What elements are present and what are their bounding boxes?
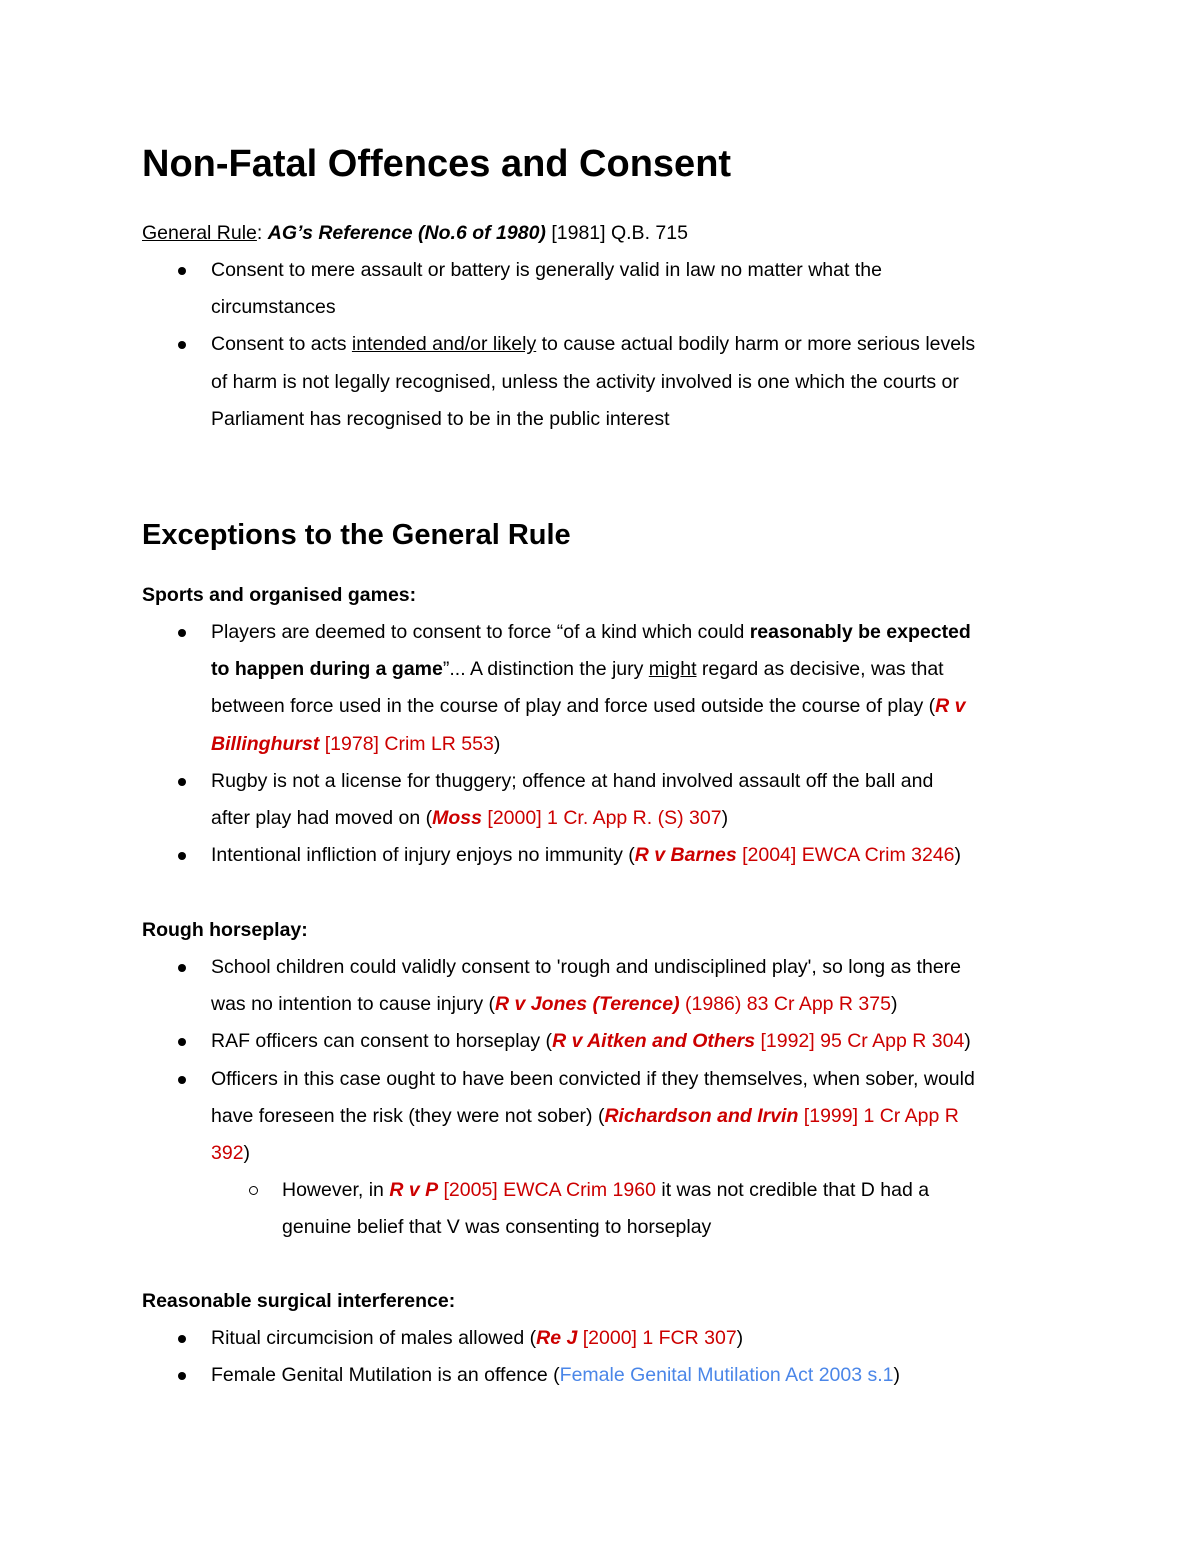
case-name: R v P <box>389 1179 439 1202</box>
list-item: Ritual circumcision of males allowed (Re J [2000] 1 FCR 307) <box>0 1320 1071 1357</box>
list-item: Consent to acts intended and/or likely to cause actual bodily harm or more serious levels of harm is not legally recognised, unless the activity involved is one which the courts or Parliament has recognised to be in the public interest <box>0 326 1071 438</box>
list-item: Female Genital Mutilation is an offence (Female Genital Mutilation Act 2003 s.1) <box>0 1357 1071 1394</box>
bullet-icon <box>178 1076 186 1084</box>
list-item: Intentional infliction of injury enjoys no immunity (R v Barnes [2004] EWCA Crim 3246) <box>0 837 1071 874</box>
general-rule-label: General Rule <box>142 222 257 244</box>
bullet-icon <box>178 1372 186 1380</box>
case-name: R v Barnes <box>634 844 737 867</box>
list-item: Rugby is not a license for thuggery; offence at hand involved assault off the ball and after play had moved on (Moss [2000] 1 Cr. App R. (S) 307) <box>0 763 1071 837</box>
case-citation: (1986) 83 Cr App R 375 <box>679 993 891 1016</box>
sports-list <box>0 614 1071 874</box>
general-rule-case: AG’s Reference (No.6 of 1980) <box>267 222 546 244</box>
bullet-icon <box>178 341 186 349</box>
list-item: RAF officers can consent to horseplay (R v Aitken and Others [1992] 95 Cr App R 304) <box>0 1023 1071 1060</box>
case-name: R v <box>935 695 966 718</box>
bullet-icon <box>178 964 186 972</box>
case-name: Moss <box>432 807 482 830</box>
list-item: Players are deemed to consent to force “of a kind which could reasonably be expected to happen during a game”... A distinction the jury might regard as decisive, was that between force used in the course of play and force used outside the course of play (R v Billinghurst [1978] Crim LR 553) <box>0 614 1071 763</box>
bullet-icon <box>178 778 186 786</box>
list-item: School children could validly consent to 'rough and undisciplined play', so long as there was no intention to cause injury (R v Jones (Terence) (1986) 83 Cr App R 375) <box>0 949 1071 1023</box>
bullet-icon <box>178 1038 186 1046</box>
general-rule-citation: [1981] Q.B. 715 <box>545 222 688 244</box>
case-name: R v Aitken and Others <box>552 1030 756 1053</box>
case-citation: [1978] Crim LR 553 <box>319 732 494 755</box>
bullet-icon <box>178 629 186 637</box>
general-rule-line: General Rule: AG’s Reference (No.6 of 1980) [1981] Q.B. 715 <box>142 222 688 244</box>
sub-list-item: However, in R v P [2005] EWCA Crim 1960 it was not credible that D had a genuine belief that V was consenting to horseplay <box>0 1172 1062 1246</box>
case-name: Billinghurst <box>211 732 320 755</box>
case-citation: [1999] 1 Cr App R <box>798 1104 959 1127</box>
case-citation: [2004] EWCA Crim 3246 <box>736 844 955 867</box>
case-name: Re J <box>536 1327 578 1349</box>
surgical-list <box>0 1320 1071 1394</box>
exceptions-heading: Exceptions to the General Rule <box>142 519 571 551</box>
hollow-bullet-icon <box>249 1186 258 1195</box>
list-item: Consent to mere assault or battery is generally valid in law no matter what the circumstances <box>0 252 1071 326</box>
general-rule-list <box>0 252 1071 438</box>
horseplay-list <box>0 949 1071 1247</box>
surgical-heading: Reasonable surgical interference: <box>142 1290 456 1312</box>
statute-link[interactable]: Female Genital Mutilation Act 2003 s.1 <box>559 1364 894 1387</box>
case-citation: [2000] 1 Cr. App R. (S) 307 <box>482 807 722 830</box>
case-citation: [2000] 1 FCR 307 <box>577 1327 737 1349</box>
case-citation: 392 <box>211 1142 244 1165</box>
list-item: Officers in this case ought to have been convicted if they themselves, when sober, would have foreseen the risk (they were not sober) (Richardson and Irvin [1999] 1 Cr App R 392) <box>0 1061 1071 1173</box>
bullet-icon <box>178 1335 186 1343</box>
case-name: Richardson and Irvin <box>604 1104 799 1127</box>
case-name: R v Jones (Terence) <box>495 993 680 1016</box>
bullet-icon <box>178 267 186 275</box>
case-citation: [1992] 95 Cr App R 304 <box>755 1030 965 1053</box>
page-title: Non-Fatal Offences and Consent <box>142 143 732 185</box>
sports-heading: Sports and organised games: <box>142 584 417 606</box>
case-citation: [2005] EWCA Crim 1960 <box>438 1179 656 1202</box>
horseplay-heading: Rough horseplay: <box>142 919 308 941</box>
bullet-icon <box>178 852 186 860</box>
